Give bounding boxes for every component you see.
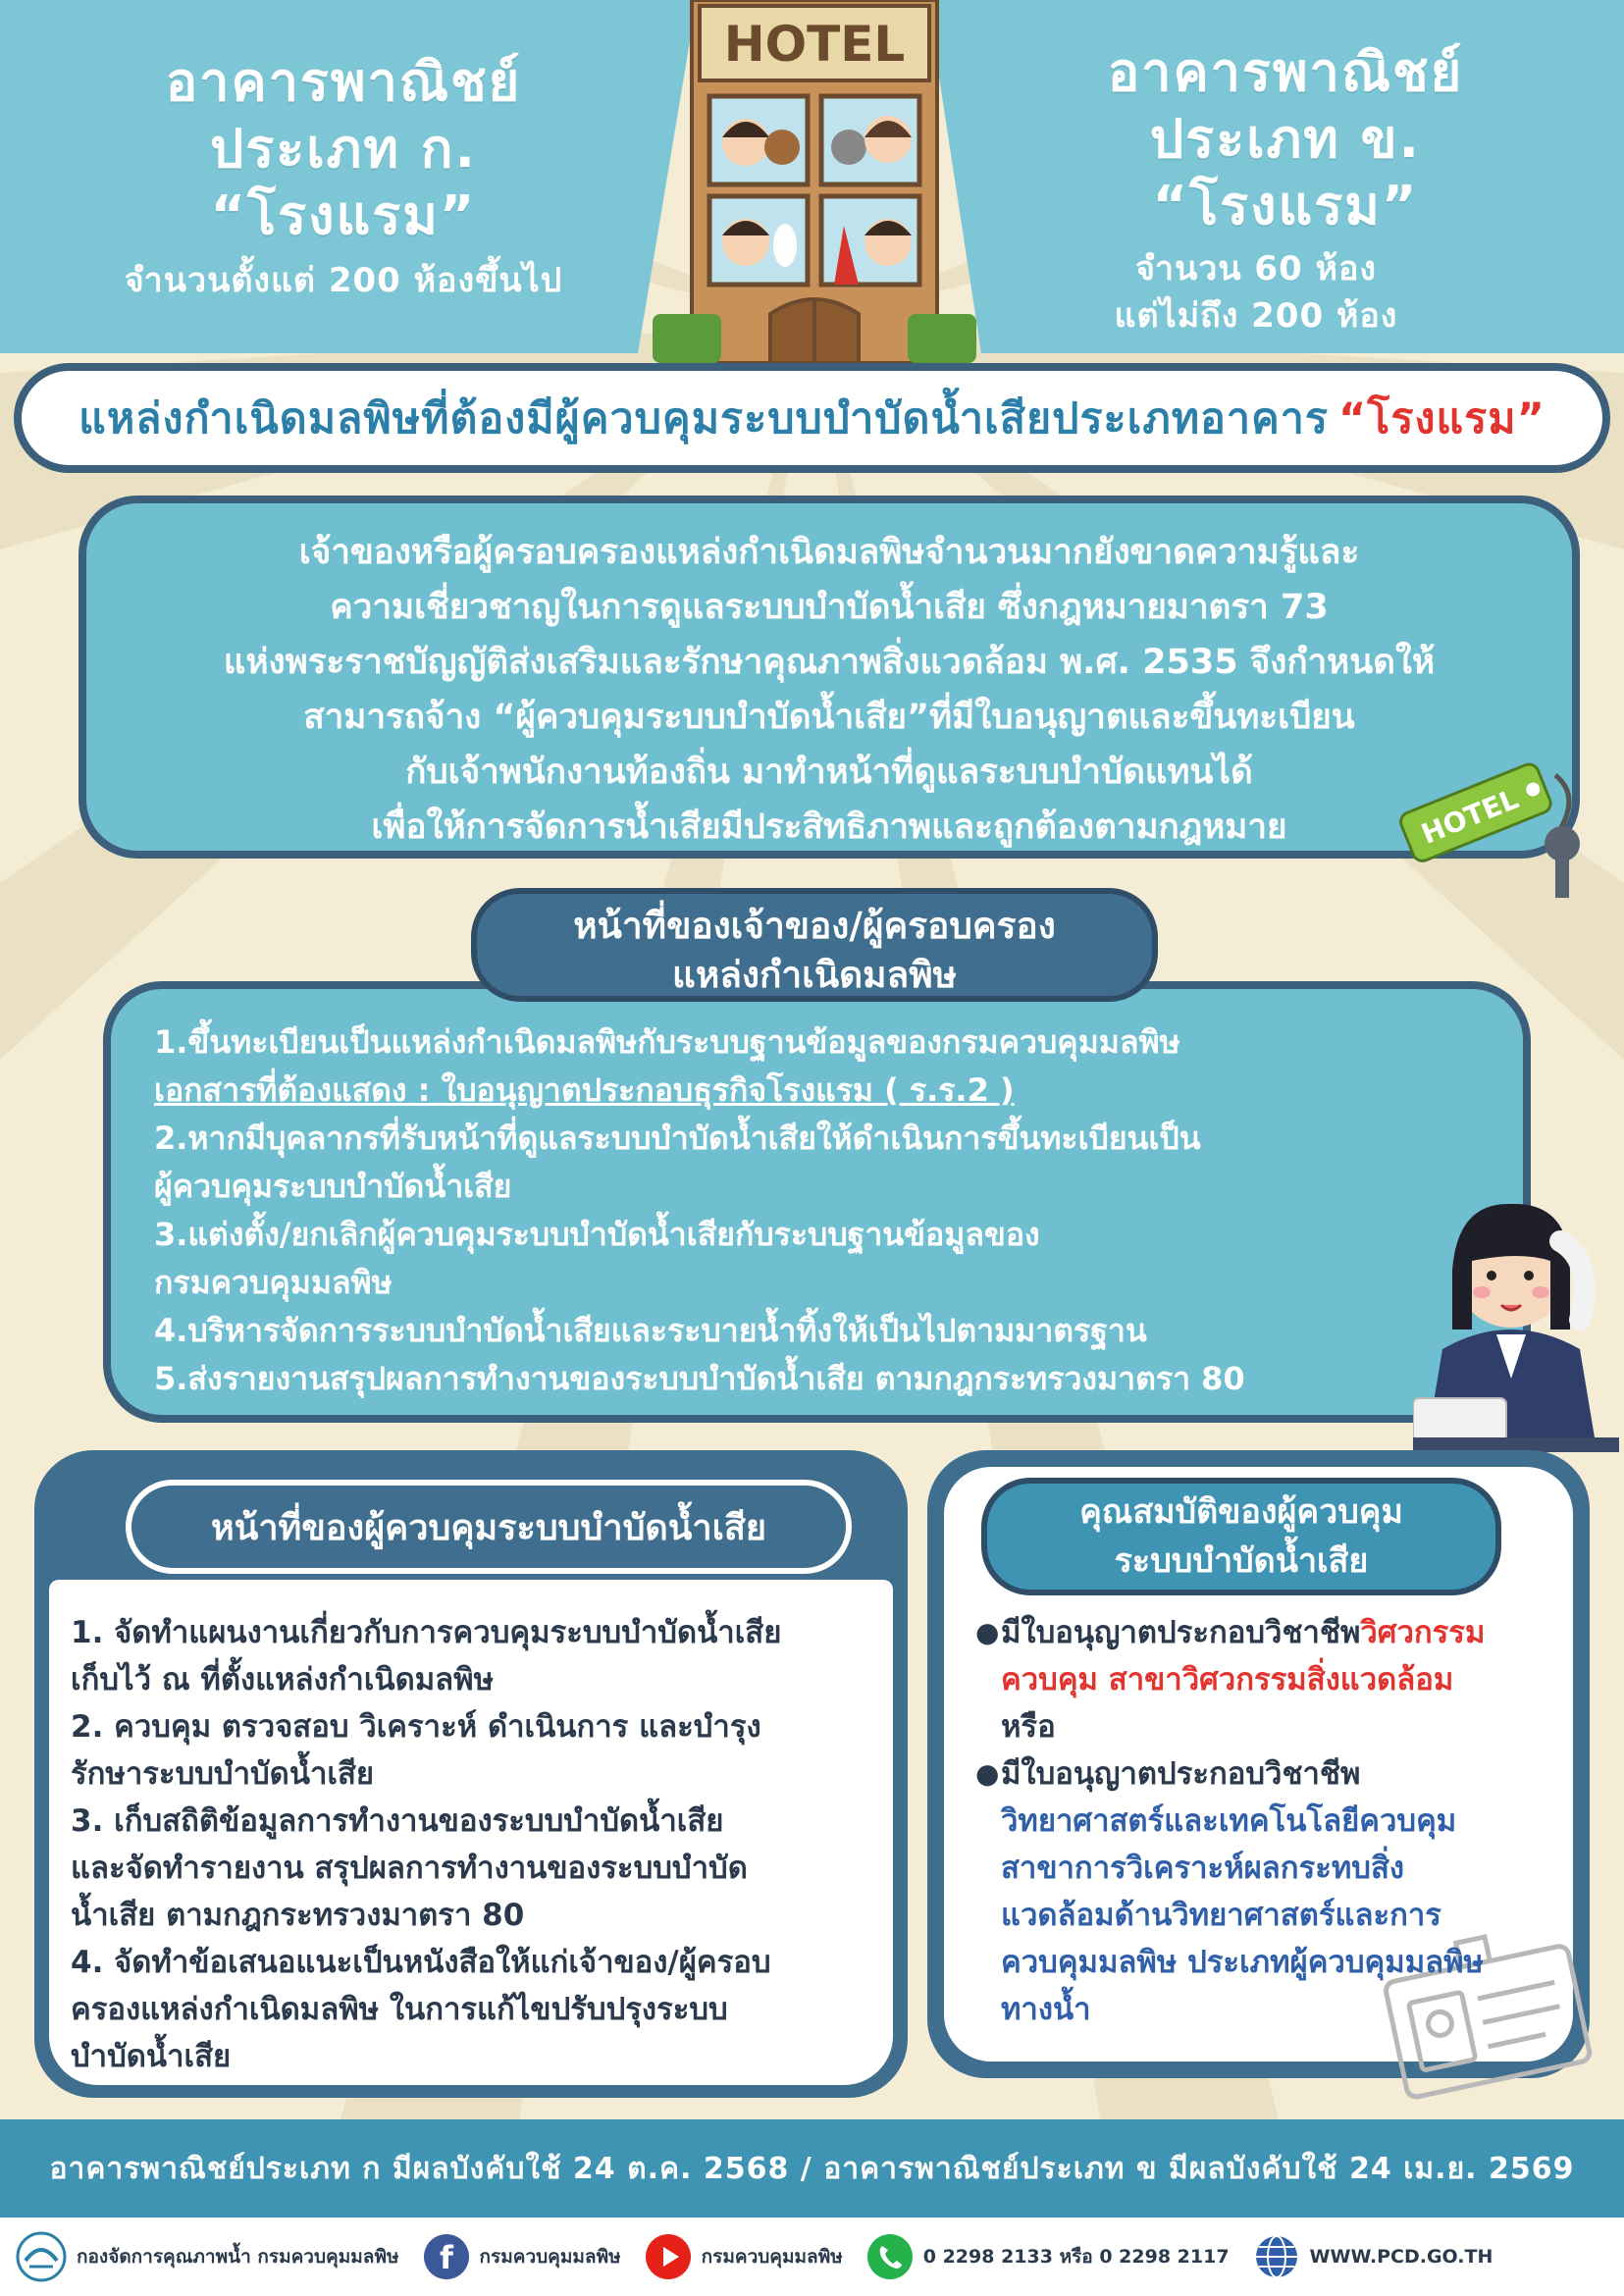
- qualification-item-engineering: [971, 1609, 1580, 1750]
- intro-box: [79, 496, 1580, 859]
- hotel-key-icon: [1393, 736, 1599, 903]
- right-heading-rooms2: แต่ไม่ถึง 200 ห้อง: [1114, 296, 1398, 336]
- qualifications-title: [981, 1478, 1501, 1595]
- qualification-blue: สาขาการวิเคราะห์ผลกระทบสิ่ง: [1001, 1851, 1405, 1886]
- qualification-item-science: [971, 1750, 1580, 2033]
- youtube-icon[interactable]: [645, 2233, 692, 2280]
- pcd-logo-icon: [16, 2231, 67, 2282]
- controller-duties-list: [49, 1580, 893, 2085]
- owner-duty-line: 5.ส่งรายงานสรุปผลการทำงานของระบบบำบัดน้ำเสีย ตามกฎกระทรวงมาตรา 80: [154, 1360, 1245, 1397]
- hotel-sign-text: HOTEL: [723, 16, 906, 73]
- qualification-prefix: มีใบอนุญาตประกอบวิชาชีพ: [1001, 1756, 1361, 1792]
- controller-duty-line: 1. จัดทำแผนงานเกี่ยวกับการควบคุมระบบบำบัดน้ำเสีย: [71, 1615, 782, 1650]
- right-heading-line3: “โรงแรม”: [1152, 175, 1419, 236]
- qualification-blue: ควบคุมมลพิษ ประเภทผู้ควบคุมมลพิษ: [1001, 1945, 1484, 1980]
- qualification-red: ควบคุม สาขาวิศวกรรมสิ่งแวดล้อม: [1001, 1662, 1454, 1697]
- left-heading-line2: ประเภท ก.: [210, 118, 477, 180]
- left-heading: [29, 49, 657, 304]
- left-heading-rooms: จำนวนตั้งแต่ 200 ห้องขึ้นไป: [124, 261, 563, 300]
- intro-line: กับเจ้าพนักงานท้องถิ่น มาทำหน้าที่ดูแลระบบบำบัดแทนได้: [405, 753, 1253, 792]
- qualifications-title-line1: คุณสมบัติของผู้ควบคุม: [1079, 1492, 1403, 1532]
- intro-line: ความเชี่ยวชาญในการดูแลระบบบำบัดน้ำเสีย ซึ่งกฎหมายมาตรา 73: [330, 588, 1329, 627]
- effective-date-note: อาคารพาณิชย์ประเภท ก มีผลบังคับใช้ 24 ต.ค. 2568 / อาคารพาณิชย์ประเภท ข มีผลบังคับใช้ 24 เม.ย. 2569: [0, 2119, 1624, 2218]
- left-heading-line1: อาคารพาณิชย์: [165, 51, 522, 113]
- contact-office: กองจัดการคุณภาพน้ำ กรมควบคุมมลพิษ: [77, 2246, 399, 2268]
- qualification-or: หรือ: [1001, 1709, 1056, 1745]
- owner-title-line2: แหล่งกำเนิดมลพิษ: [672, 954, 957, 996]
- owner-duty-line: 3.แต่งตั้ง/ยกเลิกผู้ควบคุมระบบบำบัดน้ำเสียกับระบบฐานข้อมูลของ: [154, 1216, 1040, 1253]
- controller-duty-line: เก็บไว้ ณ ที่ตั้งแหล่งกำเนิดมลพิษ: [71, 1662, 495, 1697]
- controller-duty-line: ครองแหล่งกำเนิดมลพิษ ในการแก้ไขปรับปรุงระบบ: [71, 1992, 728, 2027]
- qualification-blue: ทางน้ำ: [1001, 1992, 1091, 2027]
- intro-line: เจ้าของหรือผู้ครอบครองแหล่งกำเนิดมลพิษจำนวนมากยังขาดความรู้และ: [298, 533, 1360, 572]
- intro-line: เพื่อให้การจัดการน้ำเสียมีประสิทธิภาพและถูกต้องตามกฎหมาย: [371, 808, 1287, 847]
- key-tag-text: HOTEL: [1416, 782, 1524, 851]
- owner-duty-line: ผู้ควบคุมระบบบำบัดน้ำเสีย: [154, 1168, 512, 1205]
- contact-facebook[interactable]: กรมควบคุมมลพิษ: [479, 2246, 621, 2268]
- controller-duty-line: 3. เก็บสถิติข้อมูลการทำงานของระบบบำบัดน้ำเสีย: [71, 1803, 724, 1839]
- qualifications-title-line2: ระบบบำบัดน้ำเสีย: [1114, 1541, 1369, 1581]
- right-heading-line2: ประเภท ข.: [1149, 108, 1422, 170]
- controller-duty-line: น้ำเสีย ตามกฎกระทรวงมาตรา 80: [71, 1898, 525, 1933]
- controller-duty-line: และจัดทำรายงาน สรุปผลการทำงานของระบบบำบัด: [71, 1851, 748, 1886]
- banner-text: แหล่งกำเนิดมลพิษที่ต้องมีผู้ควบคุมระบบบำบัดน้ำเสียประเภทอาคาร: [79, 394, 1330, 444]
- owner-duty-line: กรมควบคุมมลพิษ: [154, 1264, 393, 1301]
- contact-youtube[interactable]: กรมควบคุมมลพิษ: [701, 2246, 843, 2268]
- intro-line: แห่งพระราชบัญญัติส่งเสริมและรักษาคุณภาพสิ่งแวดล้อม พ.ศ. 2535 จึงกำหนดให้: [223, 643, 1436, 682]
- qualification-blue: วิทยาศาสตร์และเทคโนโลยีควบคุม: [1001, 1803, 1457, 1839]
- owner-duty-line: 2.หากมีบุคลากรที่รับหน้าที่ดูแลระบบบำบัดน้ำเสียให้ดำเนินการขึ้นทะเบียนเป็น: [154, 1120, 1201, 1157]
- owner-duty-document: เอกสารที่ต้องแสดง : ใบอนุญาตประกอบธุรกิจโรงแรม ( ร.ร.2 ): [154, 1071, 1015, 1109]
- contact-phone[interactable]: 0 2298 2133 หรือ 0 2298 2117: [922, 2246, 1230, 2268]
- owner-duty-line: 1.ขึ้นทะเบียนเป็นแหล่งกำเนิดมลพิษกับระบบฐานข้อมูลของกรมควบคุมมลพิษ: [154, 1023, 1180, 1061]
- intro-line: สามารถจ้าง “ผู้ควบคุมระบบบำบัดน้ำเสีย”ที่มีใบอนุญาตและขึ้นทะเบียน: [303, 698, 1355, 737]
- controller-duty-line: รักษาระบบบำบัดน้ำเสีย: [71, 1756, 375, 1792]
- contact-bar: [0, 2218, 1624, 2296]
- owner-title-line1: หน้าที่ของเจ้าของ/ผู้ครอบครอง: [573, 905, 1056, 947]
- bullet-icon: ●: [975, 1757, 1000, 1790]
- banner-highlight: “โรงแรม”: [1338, 394, 1545, 444]
- facebook-icon[interactable]: [423, 2233, 470, 2280]
- telephone-operator-icon: [1413, 1173, 1619, 1452]
- phone-icon[interactable]: [866, 2233, 914, 2280]
- qualifications-list: [971, 1609, 1580, 2033]
- owner-duty-line: 4.บริหารจัดการระบบบำบัดน้ำเสียและระบายน้ำทิ้งให้เป็นไปตามมาตรฐาน: [154, 1312, 1147, 1349]
- right-heading-rooms1: จำนวน 60 ห้อง: [1134, 249, 1377, 288]
- contact-website[interactable]: WWW.PCD.GO.TH: [1309, 2246, 1493, 2268]
- bullet-icon: ●: [975, 1616, 1000, 1648]
- controller-duty-line: 2. ควบคุม ตรวจสอบ วิเคราะห์ ดำเนินการ และบำรุง: [71, 1709, 761, 1745]
- svg-text:f: f: [439, 2239, 453, 2276]
- owner-duties-box: [103, 981, 1531, 1423]
- title-banner: [14, 363, 1610, 473]
- controller-duty-line: 4. จัดทำข้อเสนอแนะเป็นหนังสือให้แก่เจ้าของ/ผู้ครอบ: [71, 1945, 771, 1980]
- globe-icon[interactable]: [1253, 2233, 1300, 2280]
- controller-duty-line: บำบัดน้ำเสีย: [71, 2039, 232, 2074]
- right-heading: [981, 39, 1590, 339]
- left-heading-line3: “โรงแรม”: [210, 184, 477, 246]
- owner-section-title: [471, 888, 1158, 1002]
- qualification-blue: แวดล้อมด้านวิทยาศาสตร์และการ: [1001, 1898, 1441, 1933]
- qualification-red: วิศวกรรม: [1360, 1615, 1486, 1650]
- right-heading-line1: อาคารพาณิชย์: [1107, 41, 1464, 103]
- hotel-building-icon: [653, 0, 976, 363]
- qualification-prefix: มีใบอนุญาตประกอบวิชาชีพ: [1001, 1615, 1361, 1650]
- controller-duties-title: หน้าที่ของผู้ควบคุมระบบบำบัดน้ำเสีย: [126, 1480, 852, 1574]
